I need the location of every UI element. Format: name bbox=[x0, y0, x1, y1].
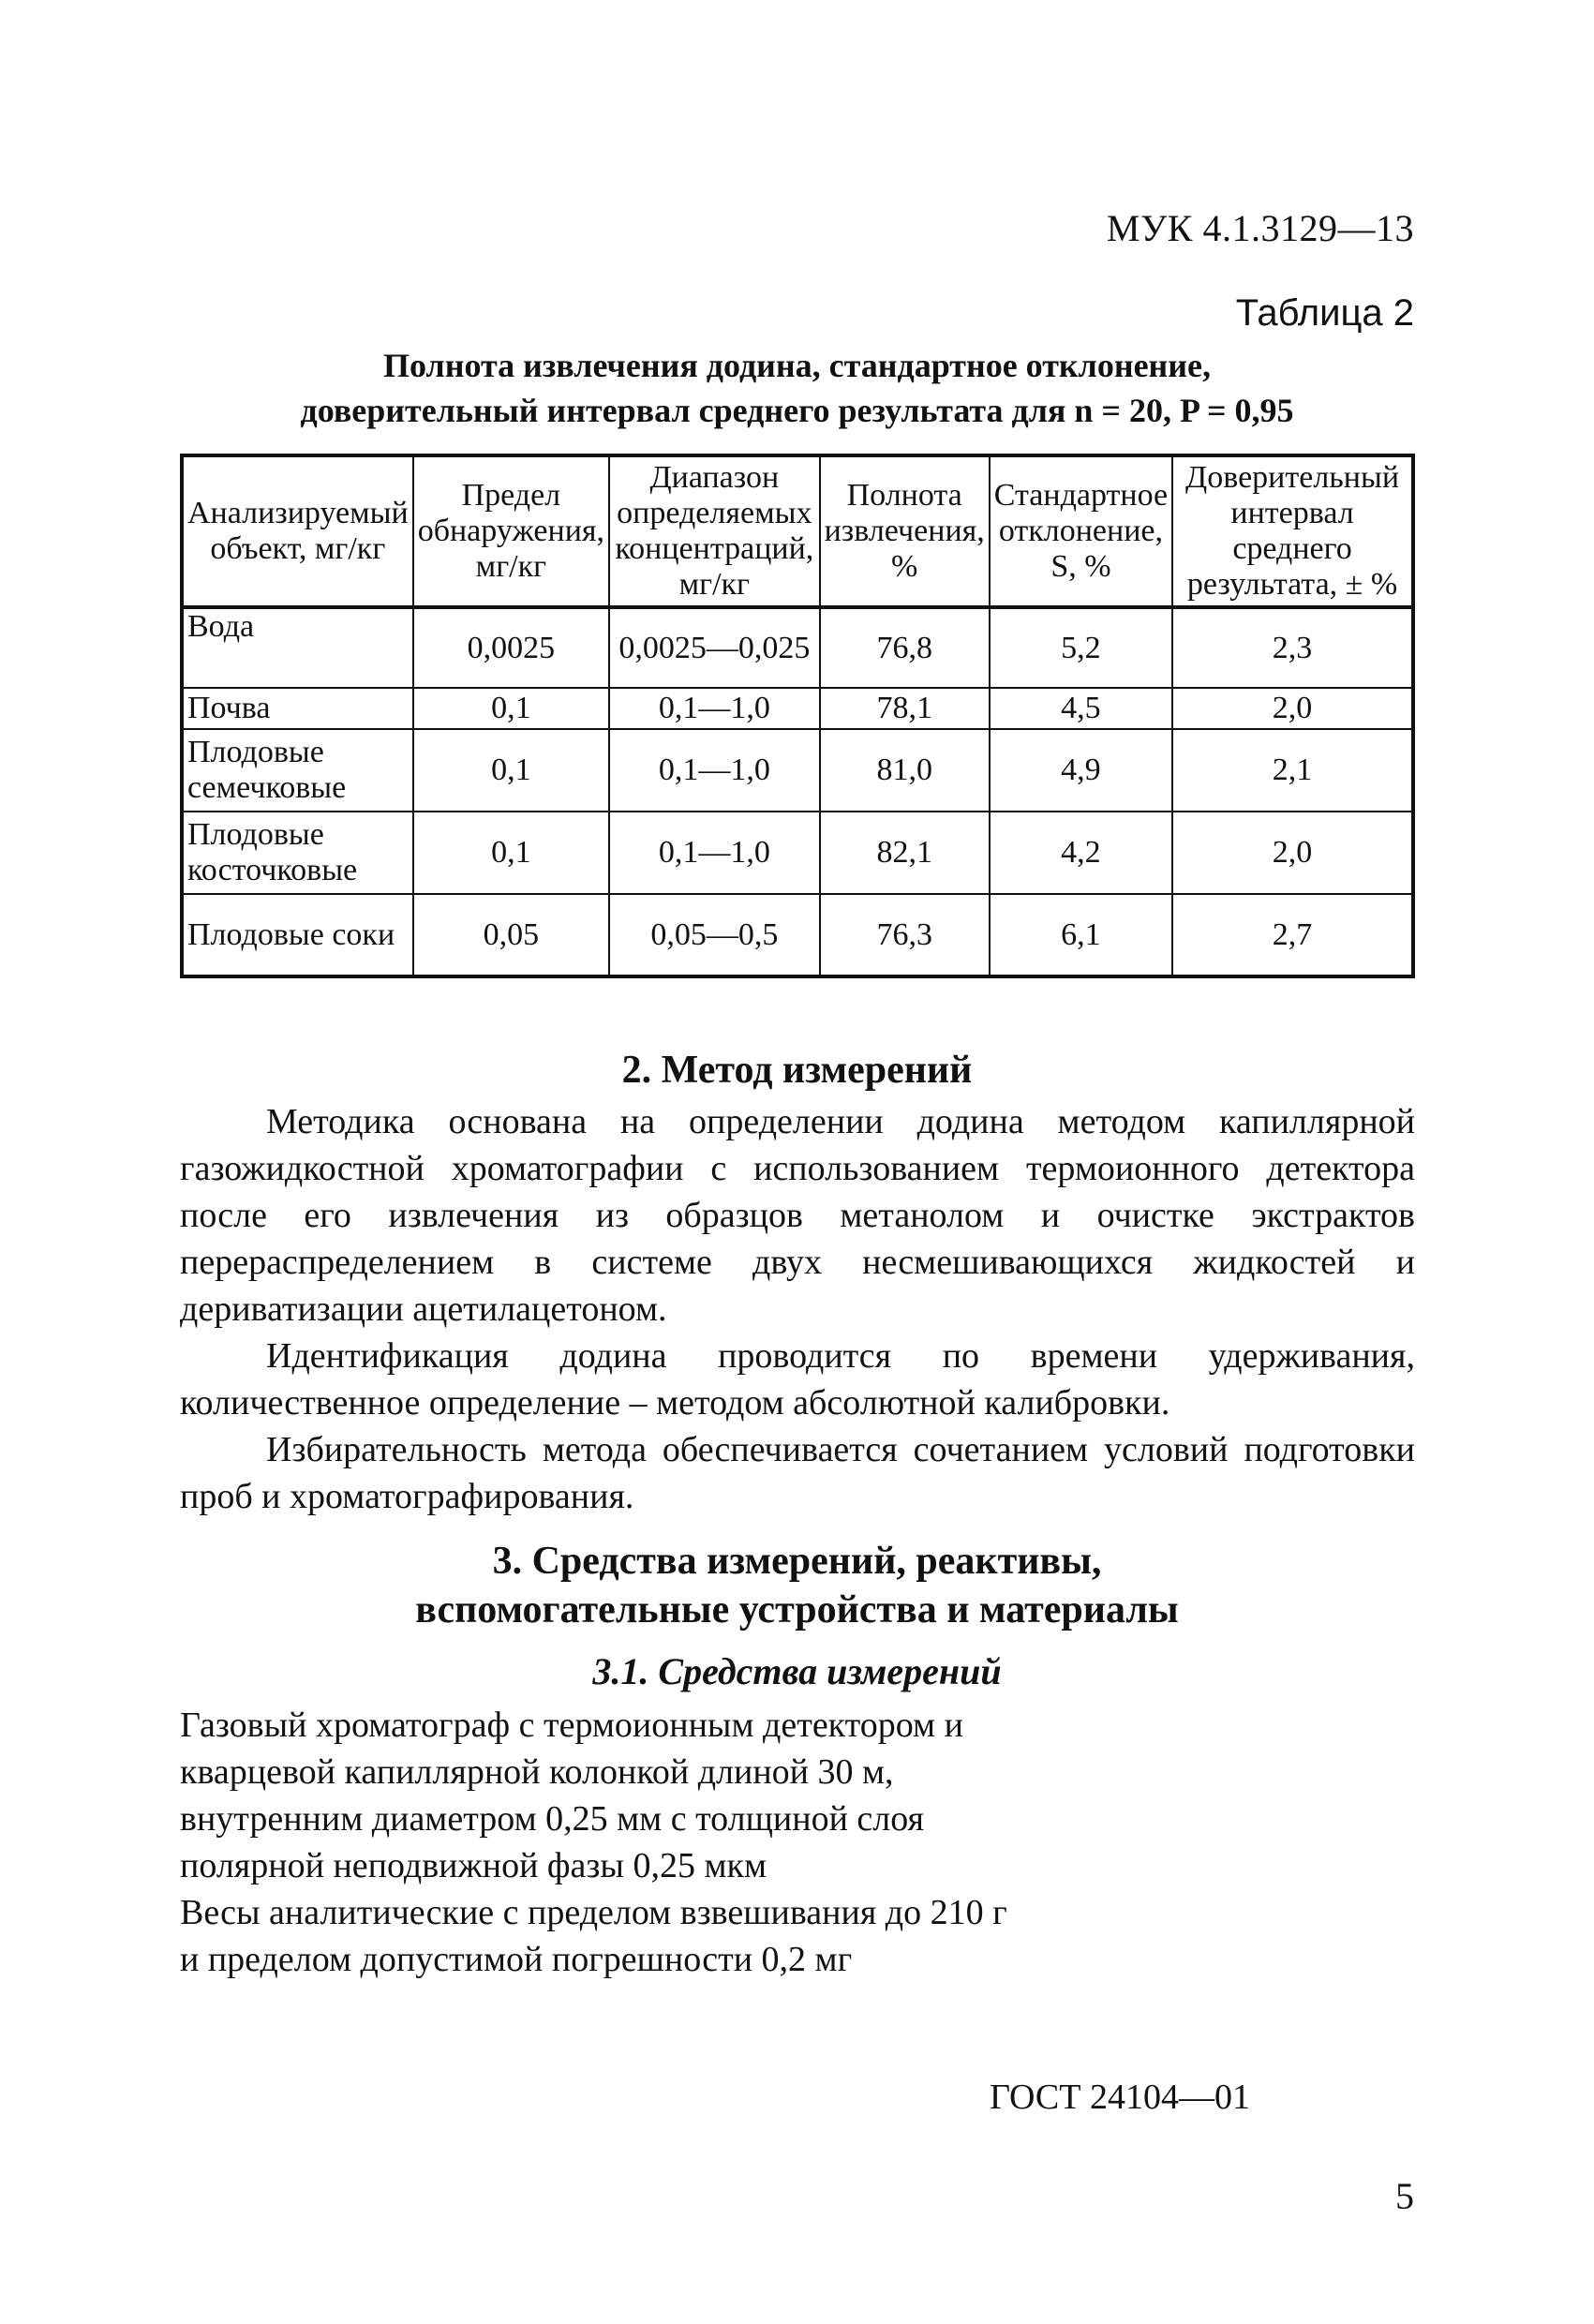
cell-object: Вода bbox=[182, 607, 413, 688]
cell-limit: 0,1 bbox=[413, 812, 609, 894]
column-header-range: Диапазон определяемых концентраций, мг/кг bbox=[609, 455, 820, 607]
column-header-ci: Доверительный интервал среднего результата, ± % bbox=[1172, 455, 1413, 607]
cell-ci: 2,3 bbox=[1172, 607, 1413, 688]
cell-ci: 2,7 bbox=[1172, 894, 1413, 976]
section-3-heading-line-2: вспомогательные устройства и материалы bbox=[415, 1588, 1179, 1631]
cell-recovery: 82,1 bbox=[820, 812, 990, 894]
results-table bbox=[180, 454, 1415, 978]
table-row bbox=[182, 894, 1413, 976]
cell-recovery: 76,3 bbox=[820, 894, 990, 976]
cell-ci: 2,0 bbox=[1172, 688, 1413, 729]
cell-sd: 4,5 bbox=[990, 688, 1172, 729]
paragraph: Методика основана на определении додина методом капиллярной газожидкостной хроматографии с использованием термоионного детектора после его извлечения из образцов метанолом и очистке экстрактов перераспределением в системе двух несмешивающихся жидкостей и дериватизации ацетилацетоном. bbox=[180, 1102, 1415, 1329]
paragraph: Избирательность метода обеспечивается сочетанием условий подготовки проб и хроматографирования. bbox=[180, 1430, 1415, 1516]
table-row bbox=[182, 812, 1413, 894]
cell-recovery: 78,1 bbox=[820, 688, 990, 729]
subsection-3-1-heading: 3.1. Средства измерений bbox=[592, 1650, 1002, 1692]
instrument-item: Весы аналитические с пределом взвешивания до 210 г и пределом допустимой погрешности 0,2 мг bbox=[180, 1893, 1007, 1979]
cell-ci: 2,0 bbox=[1172, 812, 1413, 894]
cell-range: 0,05—0,5 bbox=[609, 894, 820, 976]
cell-recovery: 81,0 bbox=[820, 729, 990, 812]
cell-limit: 0,1 bbox=[413, 729, 609, 812]
column-header-recovery: Полнота извлечения, % bbox=[820, 455, 990, 607]
cell-range: 0,1—1,0 bbox=[609, 729, 820, 812]
cell-limit: 0,1 bbox=[413, 688, 609, 729]
paragraph: Идентификация додина проводится по времени удерживания, количественное определение – методом абсолютной калибровки. bbox=[180, 1336, 1415, 1423]
table-row bbox=[182, 688, 1413, 729]
cell-limit: 0,05 bbox=[413, 894, 609, 976]
section-3-heading-line-1: 3. Средства измерений, реактивы, bbox=[492, 1540, 1102, 1583]
cell-sd: 6,1 bbox=[990, 894, 1172, 976]
section-3-heading bbox=[0, 1537, 1594, 1634]
section-2-body bbox=[180, 1098, 1415, 1520]
cell-object: Плодовые соки bbox=[182, 894, 413, 976]
instrument-item: Газовый хроматограф с термоионным детектором и кварцевой капиллярной колонкой длиной 30 м, внутренним диаметром 0,25 мм с толщиной слоя полярной неподвижной фазы 0,25 мкм bbox=[180, 1706, 963, 1885]
cell-object: Плодовые косточковые bbox=[182, 812, 413, 894]
column-header-object: Анализируемый объект, мг/кг bbox=[182, 455, 413, 607]
cell-range: 0,1—1,0 bbox=[609, 688, 820, 729]
cell-object: Плодовые семечковые bbox=[182, 729, 413, 812]
table-title-line-1: Полнота извлечения додина, стандартное отклонение, bbox=[382, 347, 1212, 384]
table-label: Таблица 2 bbox=[1235, 292, 1414, 334]
cell-recovery: 76,8 bbox=[820, 607, 990, 688]
cell-range: 0,1—1,0 bbox=[609, 812, 820, 894]
table-row bbox=[182, 729, 1413, 812]
section-2-heading: 2. Метод измерений bbox=[621, 1049, 973, 1092]
table-title-line-2: доверительный интервал среднего результата для n = 20, P = 0,95 bbox=[300, 392, 1294, 429]
document-code: МУК 4.1.3129—13 bbox=[1106, 207, 1414, 249]
cell-sd: 5,2 bbox=[990, 607, 1172, 688]
cell-sd: 4,2 bbox=[990, 812, 1172, 894]
instruments-list bbox=[180, 1702, 1023, 1983]
table-title bbox=[0, 343, 1594, 433]
cell-limit: 0,0025 bbox=[413, 607, 609, 688]
page-number: 5 bbox=[1395, 2175, 1414, 2217]
table-header-row bbox=[182, 455, 1413, 607]
cell-range: 0,0025—0,025 bbox=[609, 607, 820, 688]
table-row bbox=[182, 607, 1413, 688]
gost-reference: ГОСТ 24104—01 bbox=[990, 2078, 1250, 2117]
column-header-limit: Предел обнаружения, мг/кг bbox=[413, 455, 609, 607]
cell-object: Почва bbox=[182, 688, 413, 729]
cell-sd: 4,9 bbox=[990, 729, 1172, 812]
cell-ci: 2,1 bbox=[1172, 729, 1413, 812]
column-header-sd: Стандартное отклонение, S, % bbox=[990, 455, 1172, 607]
